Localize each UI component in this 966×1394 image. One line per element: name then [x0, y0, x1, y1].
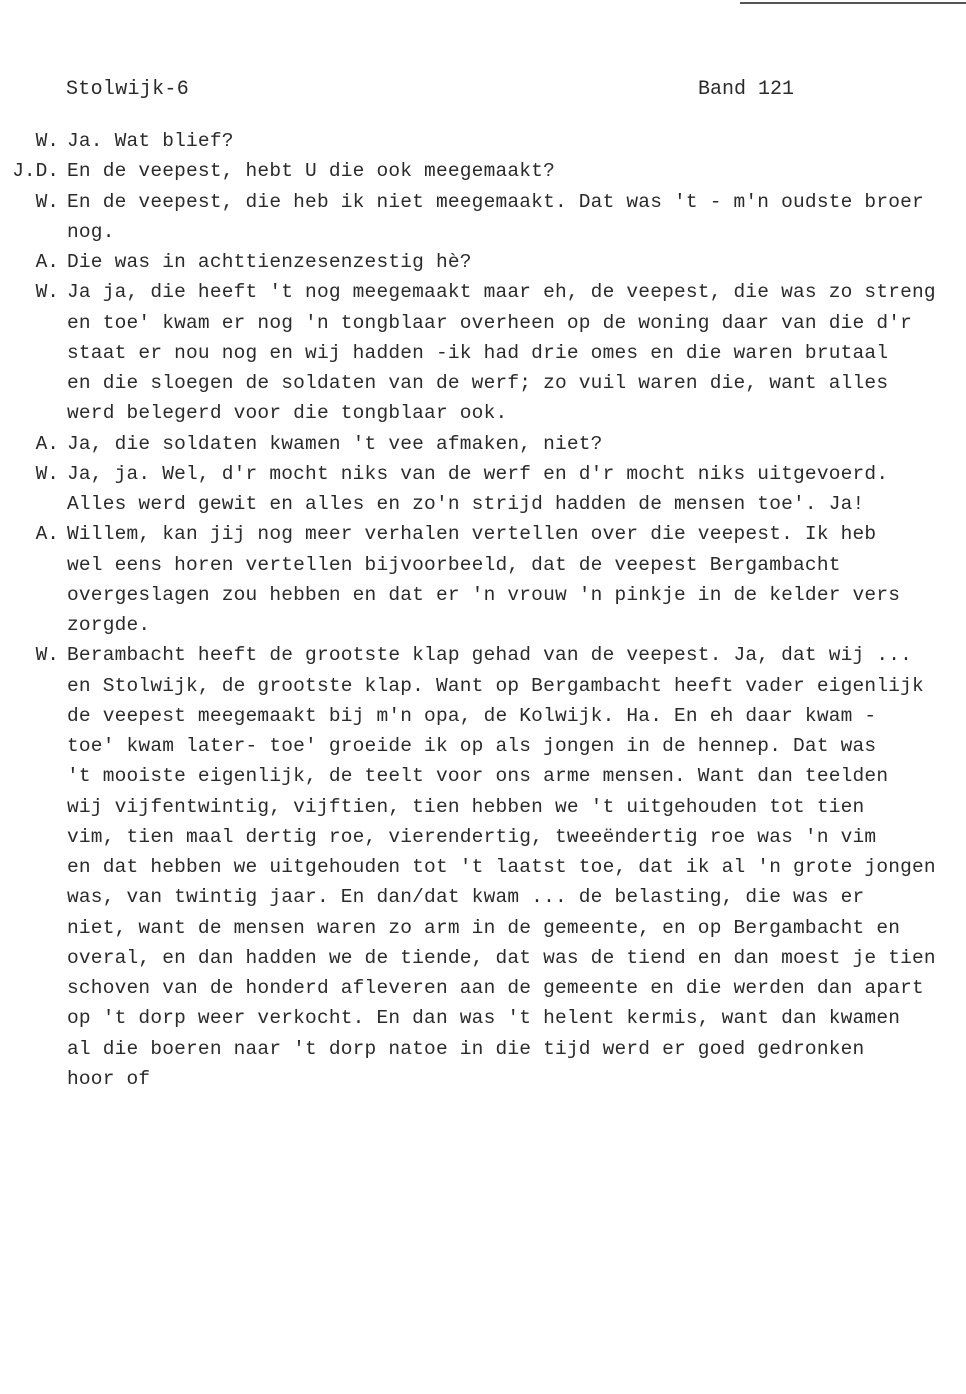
- utterance-text: [67, 459, 966, 520]
- text-line: Ja. Wat blief?: [67, 130, 234, 152]
- transcript-entry: [0, 519, 966, 640]
- speaker-label: J.D.: [12, 160, 59, 183]
- transcript-entry: [0, 429, 966, 459]
- speaker-label: A.: [35, 432, 59, 455]
- transcript-entry: [0, 459, 966, 520]
- transcript-entry: [0, 126, 966, 156]
- text-line: nog.: [67, 220, 115, 243]
- utterance-text: [67, 156, 966, 186]
- text-line: en dat hebben we uitgehouden tot 't laatst toe, dat ik al 'n grote jongen: [67, 856, 936, 878]
- text-line: op 't dorp weer verkocht. En dan was 't helent kermis, want dan kwamen: [67, 1007, 901, 1030]
- utterance-text: [67, 429, 966, 459]
- transcript-entry: [0, 640, 966, 1094]
- text-line: zorgde.: [67, 614, 151, 636]
- top-edge-line: [740, 2, 966, 4]
- utterance-text: [67, 187, 966, 248]
- speaker-label: A.: [35, 523, 59, 546]
- text-line: en Stolwijk, de grootste klap. Want op Bergambacht heeft vader eigenlijk: [67, 674, 924, 697]
- text-line: overgeslagen zou hebben en dat er 'n vrouw 'n pinkje in de kelder vers: [67, 583, 901, 606]
- text-line: En de veepest, hebt U die ook meegemaakt?: [67, 160, 555, 183]
- speaker-label: W.: [35, 281, 59, 304]
- text-line: Willem, kan jij nog meer verhalen vertellen over die veepest. Ik heb: [67, 523, 877, 546]
- speaker-label: W.: [35, 644, 59, 667]
- text-line: Die was in achttienzesenzestig hè?: [67, 251, 472, 273]
- text-line: hoor of: [67, 1067, 151, 1090]
- speaker-label: W.: [35, 462, 59, 485]
- text-line: Ja, ja. Wel, d'r mocht niks van de werf en d'r mocht niks uitgevoerd.: [67, 462, 889, 485]
- tape-number: Band 121: [698, 78, 795, 101]
- transcript-entry: [0, 277, 966, 428]
- text-line: schoven van de honderd afleveren aan de gemeente en die werden dan apart: [67, 977, 924, 999]
- text-line: Berambacht heeft de grootste klap gehad van de veepest. Ja, dat wij ...: [67, 644, 913, 667]
- text-line: toe' kwam later- toe' groeide ik op als jongen in de hennep. Dat was: [67, 735, 877, 757]
- text-line: wij vijfentwintig, vijftien, tien hebben we 't uitgehouden tot tien: [67, 795, 865, 818]
- utterance-text: [67, 277, 966, 428]
- utterance-text: [67, 640, 966, 1094]
- text-line: en toe' kwam er nog 'n tongblaar overheen op de woning daar van die d'r: [67, 311, 913, 334]
- text-line: werd belegerd voor die tongblaar ook.: [67, 402, 508, 425]
- text-line: 't mooiste eigenlijk, de teelt voor ons arme mensen. Want dan teelden: [67, 765, 889, 788]
- text-line: de veepest meegemaakt bij m'n opa, de Kolwijk. Ha. En eh daar kwam -: [67, 704, 877, 727]
- transcript-entry: [0, 187, 966, 248]
- text-line: was, van twintig jaar. En dan/dat kwam ... de belasting, die was er: [67, 886, 865, 909]
- text-line: Ja, die soldaten kwamen 't vee afmaken, niet?: [67, 432, 603, 455]
- transcript-entry: [0, 247, 966, 277]
- text-line: En de veepest, die heb ik niet meegemaakt. Dat was 't - m'n oudste broer: [67, 190, 924, 213]
- text-line: niet, want de mensen waren zo arm in de gemeente, en op Bergambacht en: [67, 916, 901, 939]
- text-line: Ja ja, die heeft 't nog meegemaakt maar eh, de veepest, die was zo streng: [67, 281, 936, 304]
- speaker-label: W.: [35, 190, 59, 213]
- speaker-label: A.: [35, 251, 59, 273]
- text-line: vim, tien maal dertig roe, vierendertig, tweeëndertig roe was 'n vim: [67, 825, 877, 848]
- text-line: al die boeren naar 't dorp natoe in die tijd werd er goed gedronken: [67, 1037, 865, 1060]
- document-title: Stolwijk-6: [66, 78, 190, 101]
- text-line: en die sloegen de soldaten van de werf; zo vuil waren die, want alles: [67, 372, 889, 394]
- text-line: staat er nou nog en wij hadden -ik had drie omes en die waren brutaal: [67, 341, 889, 364]
- transcript: [0, 126, 966, 1094]
- utterance-text: [67, 126, 966, 156]
- utterance-text: [67, 247, 966, 277]
- utterance-text: [67, 519, 966, 640]
- text-line: wel eens horen vertellen bijvoorbeeld, dat de veepest Bergambacht: [67, 553, 841, 576]
- transcript-entry: [0, 156, 966, 186]
- text-line: overal, en dan hadden we de tiende, dat was de tiend en dan moest je tien: [67, 946, 936, 969]
- speaker-label: W.: [35, 130, 59, 152]
- text-line: Alles werd gewit en alles en zo'n strijd hadden de mensen toe'. Ja!: [67, 493, 865, 515]
